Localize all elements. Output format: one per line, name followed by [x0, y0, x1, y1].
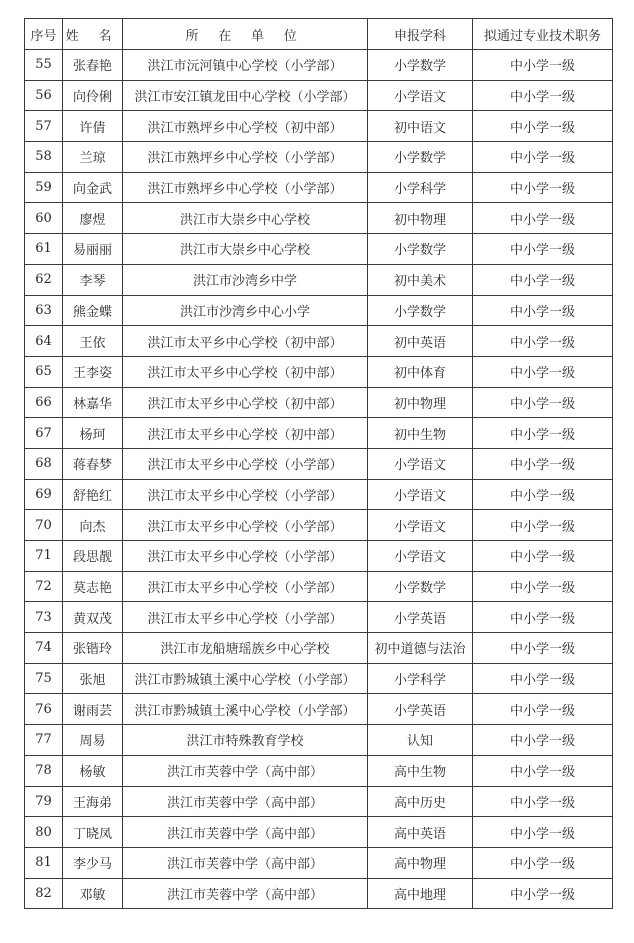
table-row — [25, 633, 613, 664]
table-row — [25, 234, 613, 265]
cell-number: 55 — [25, 50, 63, 81]
table-row — [25, 786, 613, 817]
cell-name: 熊金蝶 — [63, 295, 123, 326]
cell-subject: 小学数学 — [368, 571, 473, 602]
cell-unit: 洪江市黔城镇土溪中心学校（小学部） — [123, 694, 368, 725]
cell-unit: 洪江市熟坪乡中心学校（小学部） — [123, 142, 368, 173]
cell-subject: 小学数学 — [368, 50, 473, 81]
cell-unit: 洪江市太平乡中心学校（初中部） — [123, 418, 368, 449]
cell-subject: 初中英语 — [368, 326, 473, 357]
cell-name: 林嘉华 — [63, 387, 123, 418]
cell-name: 易丽丽 — [63, 234, 123, 265]
cell-title: 中小学一级 — [473, 172, 613, 203]
cell-name: 王依 — [63, 326, 123, 357]
table-row — [25, 541, 613, 572]
cell-title: 中小学一级 — [473, 356, 613, 387]
cell-title: 中小学一级 — [473, 418, 613, 449]
cell-name: 向金武 — [63, 172, 123, 203]
cell-subject: 小学数学 — [368, 142, 473, 173]
cell-subject: 初中语文 — [368, 111, 473, 142]
cell-subject: 认知 — [368, 725, 473, 756]
cell-title: 中小学一级 — [473, 694, 613, 725]
cell-title: 中小学一级 — [473, 786, 613, 817]
cell-subject: 小学数学 — [368, 295, 473, 326]
cell-number: 78 — [25, 755, 63, 786]
table-row — [25, 878, 613, 909]
cell-name: 李琴 — [63, 264, 123, 295]
cell-title: 中小学一级 — [473, 387, 613, 418]
cell-subject: 小学语文 — [368, 80, 473, 111]
cell-unit: 洪江市黔城镇土溪中心学校（小学部） — [123, 663, 368, 694]
cell-subject: 初中物理 — [368, 387, 473, 418]
cell-unit: 洪江市沙湾乡中心小学 — [123, 295, 368, 326]
cell-number: 71 — [25, 541, 63, 572]
header-unit: 所 在 单 位 — [123, 19, 368, 50]
cell-title: 中小学一级 — [473, 479, 613, 510]
table-row — [25, 602, 613, 633]
cell-number: 77 — [25, 725, 63, 756]
cell-number: 79 — [25, 786, 63, 817]
cell-unit: 洪江市沙湾乡中学 — [123, 264, 368, 295]
cell-number: 82 — [25, 878, 63, 909]
cell-unit: 洪江市熟坪乡中心学校（初中部） — [123, 111, 368, 142]
cell-title: 中小学一级 — [473, 234, 613, 265]
cell-unit: 洪江市太平乡中心学校（小学部） — [123, 479, 368, 510]
cell-title: 中小学一级 — [473, 878, 613, 909]
table-row — [25, 694, 613, 725]
cell-subject: 高中历史 — [368, 786, 473, 817]
cell-number: 56 — [25, 80, 63, 111]
table-row — [25, 817, 613, 848]
cell-subject: 小学语文 — [368, 541, 473, 572]
table-row — [25, 203, 613, 234]
header-name: 姓 名 — [63, 19, 123, 50]
table-row — [25, 264, 613, 295]
cell-title: 中小学一级 — [473, 663, 613, 694]
cell-name: 周易 — [63, 725, 123, 756]
cell-unit: 洪江市太平乡中心学校（小学部） — [123, 602, 368, 633]
cell-unit: 洪江市芙蓉中学（高中部） — [123, 755, 368, 786]
cell-number: 64 — [25, 326, 63, 357]
cell-unit: 洪江市芙蓉中学（高中部） — [123, 847, 368, 878]
table-row — [25, 418, 613, 449]
cell-name: 丁晓凤 — [63, 817, 123, 848]
cell-unit: 洪江市太平乡中心学校（小学部） — [123, 571, 368, 602]
cell-unit: 洪江市太平乡中心学校（小学部） — [123, 510, 368, 541]
cell-title: 中小学一级 — [473, 602, 613, 633]
cell-name: 邓敏 — [63, 878, 123, 909]
table-row — [25, 755, 613, 786]
cell-unit: 洪江市芙蓉中学（高中部） — [123, 817, 368, 848]
table-row — [25, 142, 613, 173]
cell-name: 张锴玲 — [63, 633, 123, 664]
cell-unit: 洪江市大崇乡中心学校 — [123, 203, 368, 234]
cell-title: 中小学一级 — [473, 541, 613, 572]
cell-title: 中小学一级 — [473, 725, 613, 756]
cell-name: 王海弟 — [63, 786, 123, 817]
cell-number: 59 — [25, 172, 63, 203]
cell-name: 莫志艳 — [63, 571, 123, 602]
cell-unit: 洪江市沅河镇中心学校（小学部） — [123, 50, 368, 81]
cell-subject: 高中生物 — [368, 755, 473, 786]
cell-number: 62 — [25, 264, 63, 295]
cell-number: 61 — [25, 234, 63, 265]
cell-number: 70 — [25, 510, 63, 541]
header-title: 拟通过专业技术职务 — [473, 19, 613, 50]
cell-unit: 洪江市太平乡中心学校（小学部） — [123, 448, 368, 479]
cell-unit: 洪江市太平乡中心学校（初中部） — [123, 326, 368, 357]
cell-number: 67 — [25, 418, 63, 449]
cell-subject: 初中体育 — [368, 356, 473, 387]
cell-title: 中小学一级 — [473, 510, 613, 541]
cell-number: 81 — [25, 847, 63, 878]
cell-number: 63 — [25, 295, 63, 326]
cell-number: 75 — [25, 663, 63, 694]
cell-subject: 小学语文 — [368, 448, 473, 479]
cell-name: 张春艳 — [63, 50, 123, 81]
cell-number: 65 — [25, 356, 63, 387]
cell-name: 段思靓 — [63, 541, 123, 572]
cell-title: 中小学一级 — [473, 264, 613, 295]
cell-number: 72 — [25, 571, 63, 602]
table-row — [25, 356, 613, 387]
table-row — [25, 479, 613, 510]
cell-subject: 小学科学 — [368, 172, 473, 203]
table-row — [25, 80, 613, 111]
table-row — [25, 111, 613, 142]
cell-title: 中小学一级 — [473, 50, 613, 81]
cell-unit: 洪江市太平乡中心学校（初中部） — [123, 356, 368, 387]
cell-name: 廖煜 — [63, 203, 123, 234]
table-row — [25, 326, 613, 357]
cell-name: 黄双茂 — [63, 602, 123, 633]
cell-title: 中小学一级 — [473, 847, 613, 878]
cell-number: 60 — [25, 203, 63, 234]
cell-name: 李少马 — [63, 847, 123, 878]
cell-number: 69 — [25, 479, 63, 510]
table-row — [25, 663, 613, 694]
header-subject: 申报学科 — [368, 19, 473, 50]
table-row — [25, 387, 613, 418]
cell-unit: 洪江市大崇乡中心学校 — [123, 234, 368, 265]
cell-name: 王李姿 — [63, 356, 123, 387]
cell-number: 80 — [25, 817, 63, 848]
cell-title: 中小学一级 — [473, 111, 613, 142]
cell-subject: 高中英语 — [368, 817, 473, 848]
cell-number: 66 — [25, 387, 63, 418]
table-row — [25, 172, 613, 203]
cell-name: 谢雨芸 — [63, 694, 123, 725]
cell-subject: 初中物理 — [368, 203, 473, 234]
cell-title: 中小学一级 — [473, 295, 613, 326]
cell-number: 57 — [25, 111, 63, 142]
table-row — [25, 50, 613, 81]
cell-subject: 小学语文 — [368, 510, 473, 541]
cell-name: 兰琼 — [63, 142, 123, 173]
cell-unit: 洪江市龙船塘瑶族乡中心学校 — [123, 633, 368, 664]
cell-subject: 初中道德与法治 — [368, 633, 473, 664]
cell-unit: 洪江市熟坪乡中心学校（小学部） — [123, 172, 368, 203]
table-row — [25, 510, 613, 541]
cell-subject: 小学语文 — [368, 479, 473, 510]
cell-unit: 洪江市太平乡中心学校（初中部） — [123, 387, 368, 418]
cell-subject: 小学英语 — [368, 694, 473, 725]
cell-name: 向伶俐 — [63, 80, 123, 111]
cell-subject: 初中生物 — [368, 418, 473, 449]
cell-subject: 小学数学 — [368, 234, 473, 265]
cell-title: 中小学一级 — [473, 571, 613, 602]
cell-number: 74 — [25, 633, 63, 664]
cell-unit: 洪江市安江镇龙田中心学校（小学部） — [123, 80, 368, 111]
cell-number: 58 — [25, 142, 63, 173]
cell-number: 68 — [25, 448, 63, 479]
header-row — [25, 19, 613, 50]
cell-number: 73 — [25, 602, 63, 633]
table-row — [25, 295, 613, 326]
cell-subject: 高中物理 — [368, 847, 473, 878]
cell-subject: 高中地理 — [368, 878, 473, 909]
table-row — [25, 725, 613, 756]
table-header — [25, 19, 613, 50]
candidate-table — [24, 18, 613, 909]
cell-subject: 小学英语 — [368, 602, 473, 633]
table-body — [25, 50, 613, 909]
header-number: 序号 — [25, 19, 63, 50]
cell-number: 76 — [25, 694, 63, 725]
cell-name: 许倩 — [63, 111, 123, 142]
cell-unit: 洪江市太平乡中心学校（小学部） — [123, 541, 368, 572]
cell-title: 中小学一级 — [473, 448, 613, 479]
table-row — [25, 448, 613, 479]
cell-title: 中小学一级 — [473, 817, 613, 848]
cell-title: 中小学一级 — [473, 142, 613, 173]
cell-title: 中小学一级 — [473, 203, 613, 234]
cell-name: 舒艳红 — [63, 479, 123, 510]
cell-name: 向杰 — [63, 510, 123, 541]
table-row — [25, 847, 613, 878]
table-row — [25, 571, 613, 602]
cell-subject: 小学科学 — [368, 663, 473, 694]
cell-name: 杨珂 — [63, 418, 123, 449]
cell-name: 张旭 — [63, 663, 123, 694]
cell-name: 蒋春梦 — [63, 448, 123, 479]
cell-name: 杨敏 — [63, 755, 123, 786]
cell-title: 中小学一级 — [473, 80, 613, 111]
cell-unit: 洪江市芙蓉中学（高中部） — [123, 878, 368, 909]
cell-title: 中小学一级 — [473, 755, 613, 786]
cell-title: 中小学一级 — [473, 633, 613, 664]
cell-unit: 洪江市芙蓉中学（高中部） — [123, 786, 368, 817]
cell-unit: 洪江市特殊教育学校 — [123, 725, 368, 756]
cell-title: 中小学一级 — [473, 326, 613, 357]
cell-subject: 初中美术 — [368, 264, 473, 295]
